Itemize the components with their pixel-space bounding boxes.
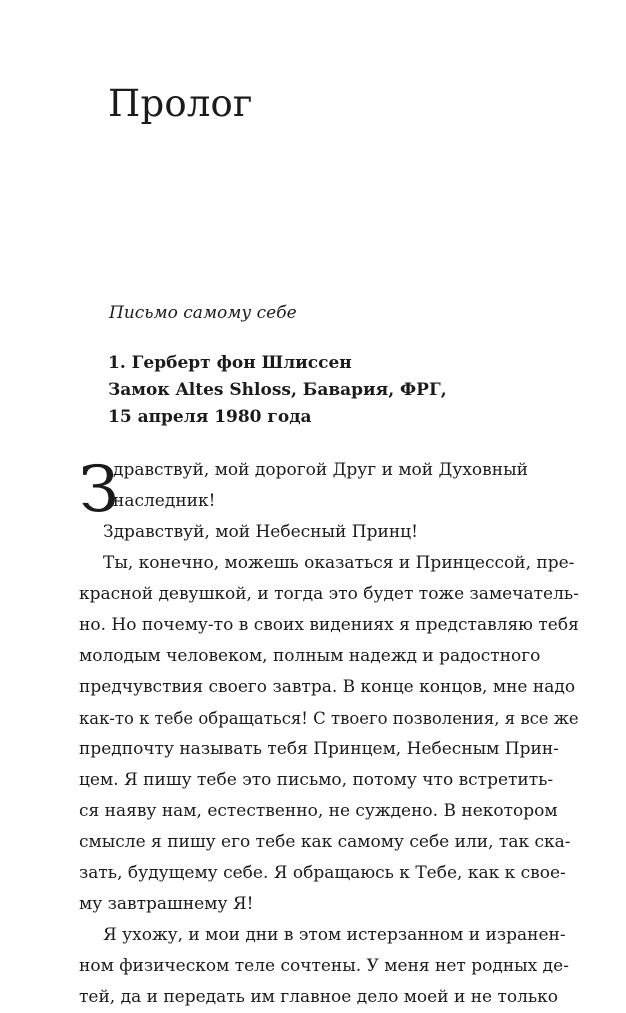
body-line: Здравствуй, мой Небесный Принц! <box>103 522 418 542</box>
heading-author-line: 1. Герберт фон Шлиссен <box>108 353 352 373</box>
body-line: смысле я пишу его тебе как самому себе или, так ска- <box>79 832 571 852</box>
body-line: Ты, конечно, можешь оказаться и Принцессой, пре- <box>103 553 575 573</box>
body-line: зать, будущему себе. Я обращаюсь к Тебе, как к свое- <box>79 863 566 883</box>
heading-place-line: Замок Altes Shloss, Бавария, ФРГ, <box>108 380 447 400</box>
body-line: ся наяву нам, естественно, не суждено. В некотором <box>79 801 558 821</box>
body-line: предчувствия своего завтра. В конце концов, мне надо <box>79 677 576 697</box>
body-line: Я ухожу, и мои дни в этом истерзанном и изранен- <box>103 925 566 945</box>
heading-date-line: 15 апреля 1980 года <box>108 407 312 427</box>
body-line: молодым человеком, полным надежд и радостного <box>79 646 541 666</box>
letter-heading <box>108 350 447 431</box>
letter-body <box>79 455 579 1013</box>
drop-cap-letter: З <box>79 453 119 527</box>
letter-subtitle: Письмо самому себе <box>109 303 297 323</box>
body-line: наследник! <box>113 491 216 511</box>
body-line: му завтрашнему Я! <box>79 894 254 914</box>
body-line: красной девушкой, и тогда это будет тоже замечатель- <box>79 584 579 604</box>
body-line: но. Но почему-то в своих видениях я представляю тебя <box>79 615 579 635</box>
body-line: предпочту называть тебя Принцем, Небесным Прин- <box>79 739 559 759</box>
chapter-title: Пролог <box>108 82 253 125</box>
body-line: тей, да и передать им главное дело моей и не только <box>79 987 559 1007</box>
body-line: как-то к тебе обращаться! С твоего позволения, я все же <box>79 709 579 728</box>
body-line: ном физическом теле сочтены. У меня нет родных де- <box>79 956 569 976</box>
body-line: дравствуй, мой дорогой Друг и мой Духовный <box>113 460 528 480</box>
body-line: цем. Я пишу тебе это письмо, потому что встретить- <box>79 770 554 790</box>
